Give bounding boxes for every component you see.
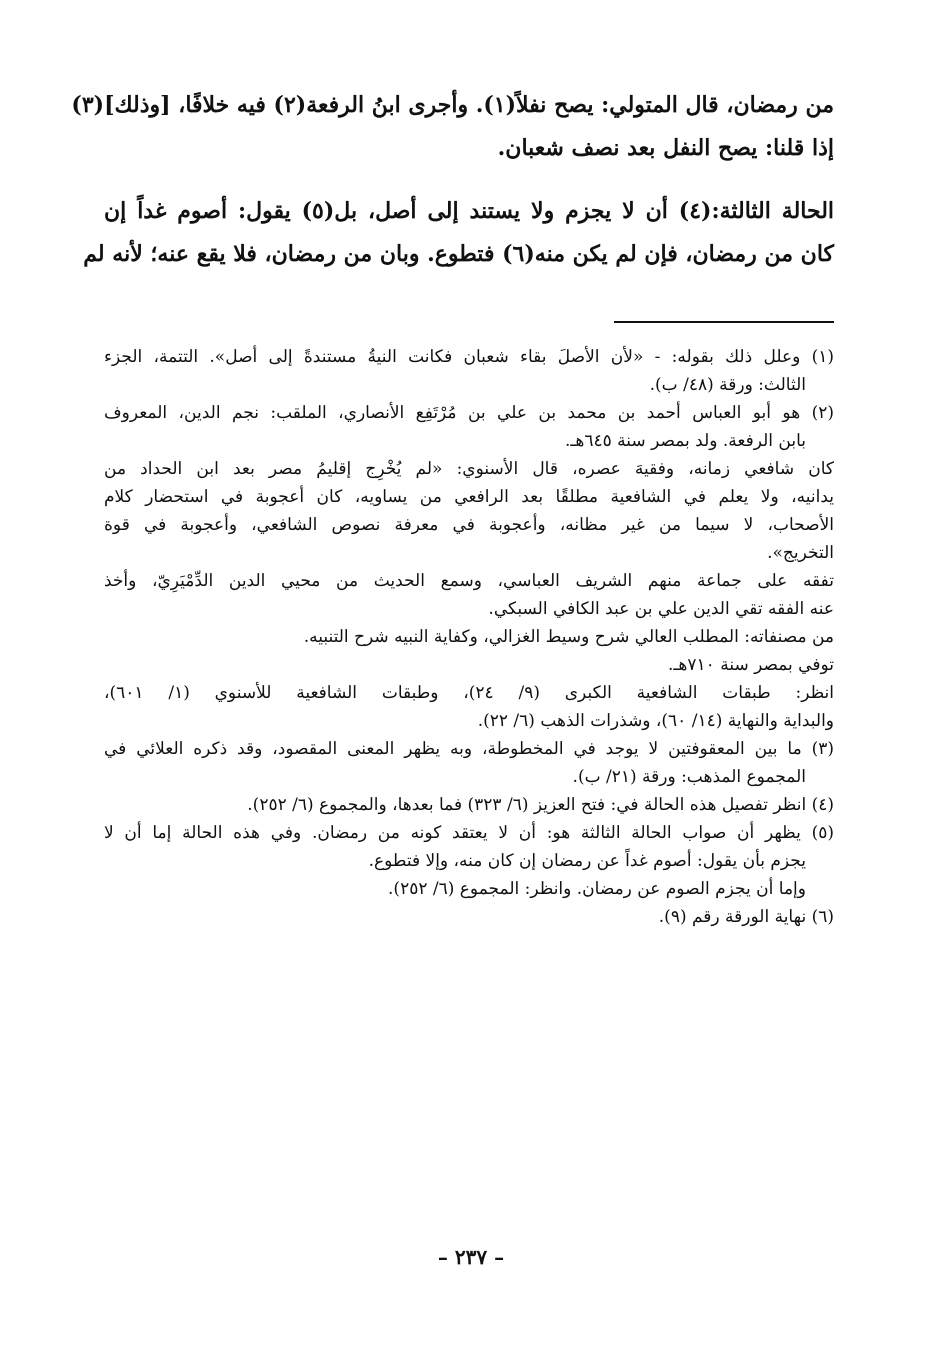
footnote-line: توفي بمصر سنة ٧١٠هـ. bbox=[668, 655, 834, 675]
footnote-line: المجموع المذهب: ورقة (٢١/ ب). bbox=[572, 767, 806, 787]
body-line: كان من رمضان، فإن لم يكن منه(٦) فتطوع. وبان من رمضان، فلا يقع عنه؛ لأنه لم bbox=[83, 241, 834, 267]
footnote-line: التخريج». bbox=[767, 543, 834, 563]
footnote-line: كان شافعي زمانه، وفقيهَ عصره، قال الأسنوي: «لم يُخْرِج إقليمُ مصر بعد ابن الحداد من bbox=[104, 459, 834, 479]
footnote-line: يدانيه، ولا يعلم في الشافعية مطلقًا بعد الرافعي من يساويه، كان أعجوبة في استحضار كلام bbox=[104, 487, 834, 507]
footnote-line: تفقه على جماعة منهم الشريف العباسي، وسمع الحديث من محيي الدين الدِّمْيَرِيّ، وأخذ bbox=[104, 571, 834, 591]
footnote-line: (١) وعلل ذلك بقوله: - «لأن الأصلَ بقاء شعبان فكانت النيةُ مستندةً إلى أصل». التتمة، الجزء bbox=[104, 347, 834, 367]
footnotes bbox=[104, 343, 834, 931]
body-line: إذا قلنا: يصح النفل بعد نصف شعبان. bbox=[497, 135, 834, 161]
footnote-line: (٥) يظهر أن صواب الحالة الثالثة هو: أن لا يعتقد كونه من رمضان. وفي هذه الحالة إما أن لا bbox=[104, 823, 834, 843]
body-line: من رمضان، قال المتولي: يصح نفلاً(١). وأجرى ابنُ الرفعة(٢) فيه خلافًا، [وذلك](٣) bbox=[71, 92, 834, 118]
footnote-line: (٦) نهاية الورقة رقم (٩). bbox=[658, 907, 834, 927]
footnote-line: (٢) هو أبو العباس أحمد بن محمد بن علي بن مُرْتَفِع الأنصاري، الملقب: نجم الدين، المعروف bbox=[104, 403, 834, 423]
footnote-separator bbox=[614, 321, 834, 323]
footnote-line: الثالث: ورقة (٤٨/ ب). bbox=[649, 375, 806, 395]
footnote-line: عنه الفقه تقي الدين علي بن عبد الكافي السبكي. bbox=[488, 599, 834, 619]
footnote-line: من مصنفاته: المطلب العالي شرح وسيط الغزالي، وكفاية النبيه شرح التنبيه. bbox=[303, 627, 834, 647]
page-number: – ٢٣٧ – bbox=[437, 1245, 505, 1269]
main-text bbox=[71, 90, 835, 269]
footnote-line: وإما أن يجزم الصوم عن رمضان. وانظر: المجموع (٦/ ٢٥٢). bbox=[388, 879, 806, 899]
footnote-line: يجزم بأن يقول: أصوم غداً عن رمضان إن كان منه، وإلا فتطوع. bbox=[368, 851, 806, 871]
footnote-line: بابن الرفعة. ولد بمصر سنة ٦٤٥هـ. bbox=[565, 431, 806, 451]
footnote-line: (٣) ما بين المعقوفتين لا يوجد في المخطوطة، وبه يظهر المعنى المقصود، وقد ذكره العلائي في bbox=[104, 739, 834, 759]
footnote-line: الأصحاب، لا سيما من غير مظانه، وأعجوبة في معرفة نصوص الشافعي، وأعجوبة في قوة bbox=[104, 515, 834, 535]
body-line: الحالة الثالثة:(٤) أن لا يجزم ولا يستند إلى أصل، بل(٥) يقول: أصوم غداً إن bbox=[104, 198, 835, 224]
footnote-line: والبداية والنهاية (١٤/ ٦٠)، وشذرات الذهب (٦/ ٢٢). bbox=[477, 711, 834, 731]
footnote-line: (٤) انظر تفصيل هذه الحالة في: فتح العزيز (٦/ ٣٢٣) فما بعدها، والمجموع (٦/ ٢٥٢). bbox=[247, 795, 834, 815]
footnote-line: انظر: طبقات الشافعية الكبرى (٩/ ٢٤)، وطبقات الشافعية للأسنوي (١/ ٦٠١)، bbox=[104, 683, 835, 703]
